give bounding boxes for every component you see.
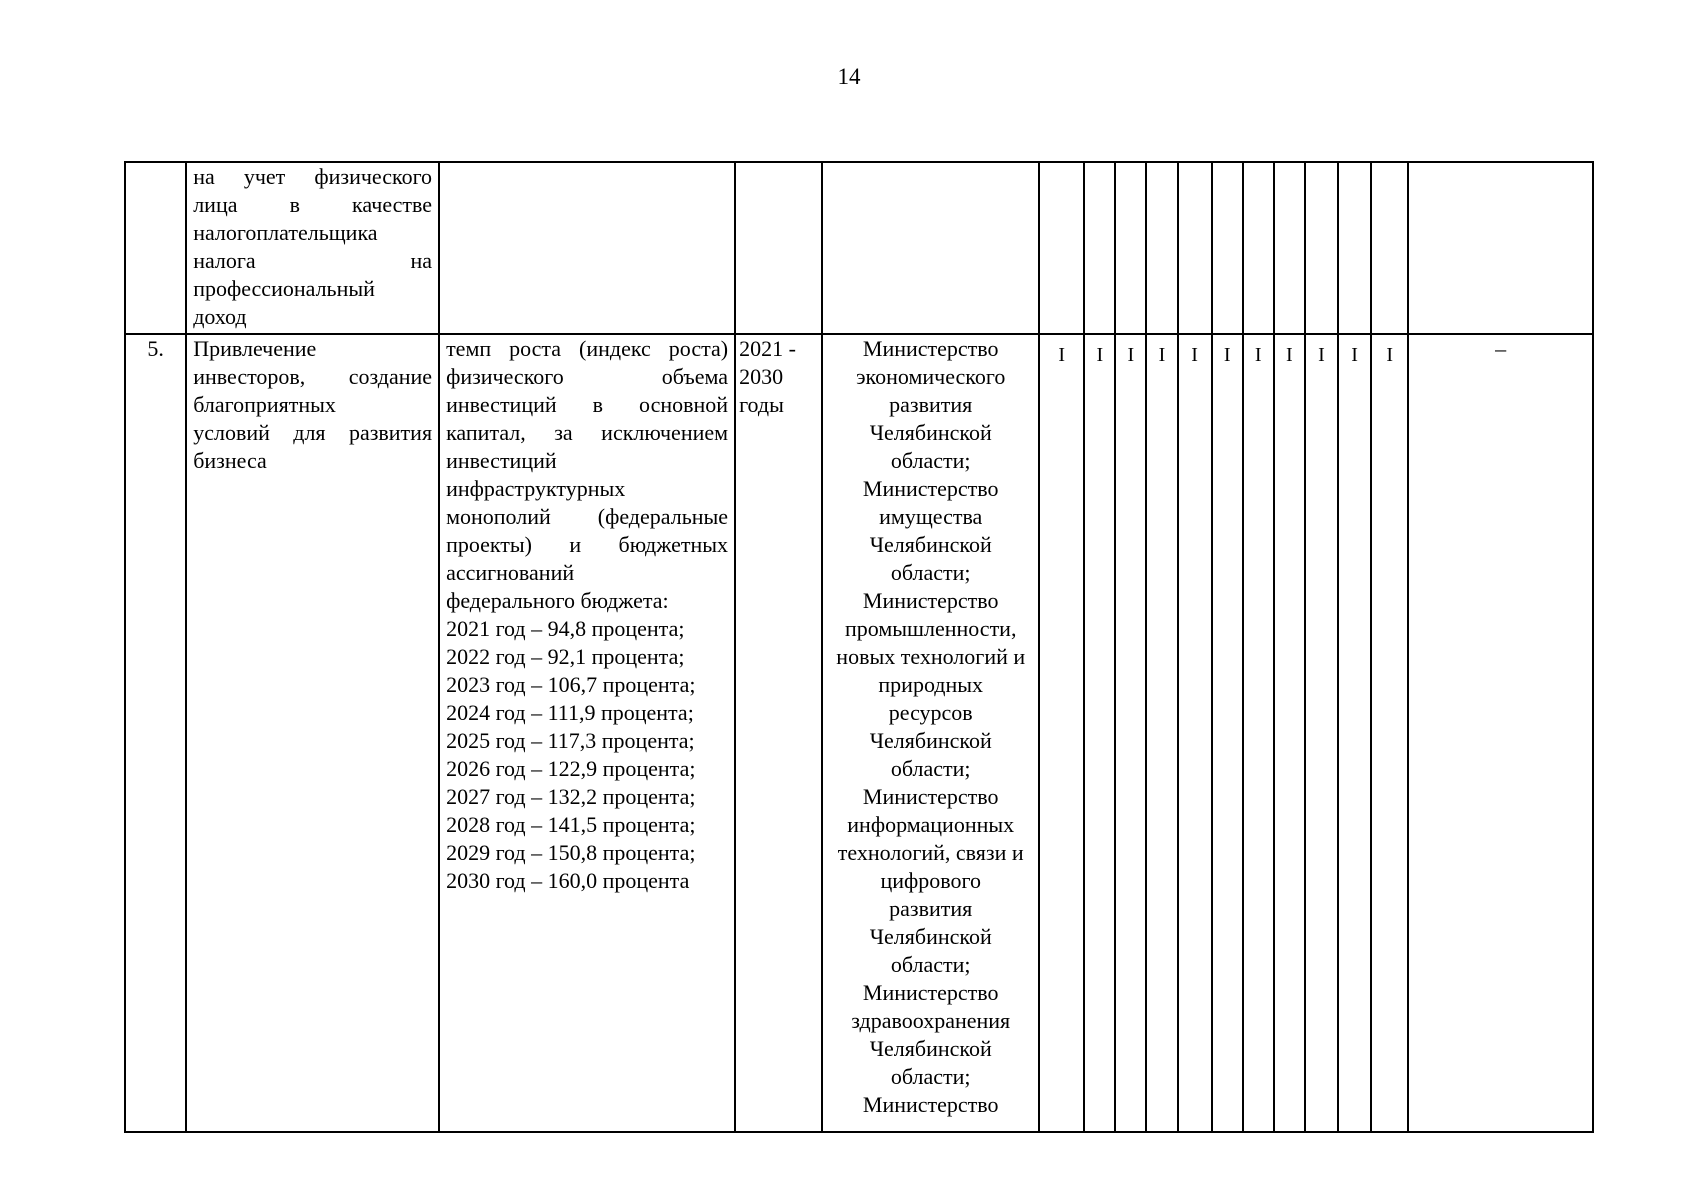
executor-line: цифрового <box>880 868 981 893</box>
cell-year-mark <box>1146 334 1177 1132</box>
tick-mark: I <box>1318 344 1325 366</box>
cell-year-mark <box>1338 334 1371 1132</box>
cell-year-empty <box>1274 162 1305 334</box>
cell-indicator-empty <box>439 162 735 334</box>
cell-year-empty <box>1039 162 1084 334</box>
cell-last: – <box>1408 334 1593 1132</box>
executor-line: развития <box>889 392 973 417</box>
event-name-line: условий для развития <box>193 420 433 445</box>
indicator-line: 2021 год – 94,8 процента; <box>446 616 685 641</box>
indicator-line: 2027 год – 132,2 процента; <box>446 784 696 809</box>
cell-last-empty <box>1408 162 1593 334</box>
executor-line: Министерство <box>862 476 999 501</box>
cell-year-empty <box>1115 162 1146 334</box>
event-name-line: инвесторов, создание <box>193 364 433 389</box>
indicator-line: 2026 год – 122,9 процента; <box>446 756 696 781</box>
indicator-line: проекты) и бюджетных <box>446 532 729 557</box>
indicator-line: темп роста (индекс роста) <box>446 336 729 361</box>
cell-event-name <box>186 334 439 1132</box>
indicator-line: монополий (федеральные <box>446 504 729 529</box>
cell-year-empty <box>1243 162 1274 334</box>
cell-year-mark <box>1039 334 1084 1132</box>
executor-line: Челябинской <box>869 728 992 753</box>
indicator-line: федерального бюджета: <box>446 588 669 613</box>
indicator-line: инфраструктурных <box>446 476 626 501</box>
cell-year-empty <box>1212 162 1243 334</box>
cell-year-mark <box>1243 334 1274 1132</box>
executor-line: Министерство <box>862 336 999 361</box>
indicator-line: ассигнований <box>446 560 575 585</box>
executor-line: промышленности, <box>844 616 1017 641</box>
cell-year-mark <box>1274 334 1305 1132</box>
executor-line: области; <box>890 952 971 977</box>
event-name-line: профессиональный <box>193 276 375 301</box>
executor-line: Челябинской <box>869 1036 992 1061</box>
cell-year-empty <box>1178 162 1212 334</box>
executor-line: Министерство <box>862 1092 999 1117</box>
indicator-line: физического объема <box>446 364 729 389</box>
cell-year-mark <box>1305 334 1338 1132</box>
period-line: 2030 <box>739 364 784 389</box>
executor-line: области; <box>890 448 971 473</box>
tick-mark: I <box>1223 344 1231 366</box>
executor-line: области; <box>890 1064 971 1089</box>
executor-line: экономического <box>856 364 1006 389</box>
executor-line: здравоохранения <box>851 1008 1011 1033</box>
cell-year-mark <box>1212 334 1243 1132</box>
cell-year-empty <box>1338 162 1371 334</box>
tick-mark: I <box>1158 344 1166 366</box>
executor-line: Министерство <box>862 588 999 613</box>
event-name-line: бизнеса <box>193 448 267 473</box>
indicator-line: 2022 год – 92,1 процента; <box>446 644 685 669</box>
cell-number: 5. <box>125 334 186 1132</box>
tick-mark: I <box>1127 344 1135 366</box>
indicator-line: 2030 год – 160,0 процента <box>446 868 690 893</box>
event-name-line: благоприятных <box>193 392 336 417</box>
event-name-line: доход <box>193 304 247 329</box>
executor-line: Министерство <box>862 980 999 1005</box>
cell-year-empty <box>1371 162 1408 334</box>
executor-line: информационных <box>847 812 1015 837</box>
cell-year-mark <box>1084 334 1115 1132</box>
tick-mark: I <box>1254 344 1262 366</box>
indicator-line: капитал, за исключением <box>446 420 729 445</box>
cell-year-empty <box>1084 162 1115 334</box>
executor-line: технологий, связи и <box>837 840 1024 865</box>
executor-line: имущества <box>879 504 983 529</box>
indicator-line: 2028 год – 141,5 процента; <box>446 812 696 837</box>
event-name-line: Привлечение <box>193 336 317 361</box>
executor-line: области; <box>890 560 971 585</box>
indicator-line: 2023 год – 106,7 процента; <box>446 672 696 697</box>
page-number: 14 <box>837 64 861 89</box>
cell-event-name-continued <box>186 162 439 334</box>
table-row-continued <box>125 162 1593 334</box>
executor-line: ресурсов <box>888 700 973 725</box>
cell-number-empty <box>125 162 186 334</box>
tick-mark: I <box>1286 344 1293 366</box>
executor-line: новых технологий и <box>836 644 1026 669</box>
cell-year-mark <box>1115 334 1146 1132</box>
period-line: 2021 - <box>739 336 796 361</box>
event-name-line: на учет физического <box>193 164 433 189</box>
table-row-5 <box>125 334 1593 1132</box>
indicator-line: 2025 год – 117,3 процента; <box>446 728 695 753</box>
executor-line: природных <box>878 672 984 697</box>
event-name-line: лица в качестве <box>193 192 433 217</box>
indicator-line: 2024 год – 111,9 процента; <box>446 700 694 725</box>
cell-executor-empty <box>822 162 1039 334</box>
tick-mark: I <box>1386 344 1394 366</box>
executor-line: Челябинской <box>869 420 992 445</box>
tick-mark: I <box>1058 344 1065 366</box>
cell-executor <box>822 334 1039 1132</box>
executor-line: области; <box>890 756 971 781</box>
cell-period-empty <box>735 162 822 334</box>
tick-mark: I <box>1191 344 1198 366</box>
executor-line: Челябинской <box>869 924 992 949</box>
cell-year-mark <box>1178 334 1212 1132</box>
event-name-line: налогоплательщика <box>193 220 378 245</box>
executor-line: Министерство <box>862 784 999 809</box>
executor-line: Челябинской <box>869 532 992 557</box>
cell-year-mark <box>1371 334 1408 1132</box>
executor-line: развития <box>889 896 973 921</box>
cell-year-empty <box>1305 162 1338 334</box>
cell-period <box>735 334 822 1132</box>
cell-indicator <box>439 334 735 1132</box>
period-line: годы <box>739 392 784 417</box>
tick-mark: I <box>1351 344 1358 366</box>
tick-mark: I <box>1096 344 1104 366</box>
indicator-line: инвестиций <box>446 448 557 473</box>
event-name-line: налога на <box>193 248 433 273</box>
program-table <box>124 161 1594 1133</box>
indicator-line: инвестиций в основной <box>446 392 729 417</box>
indicator-line: 2029 год – 150,8 процента; <box>446 840 696 865</box>
cell-year-empty <box>1146 162 1177 334</box>
